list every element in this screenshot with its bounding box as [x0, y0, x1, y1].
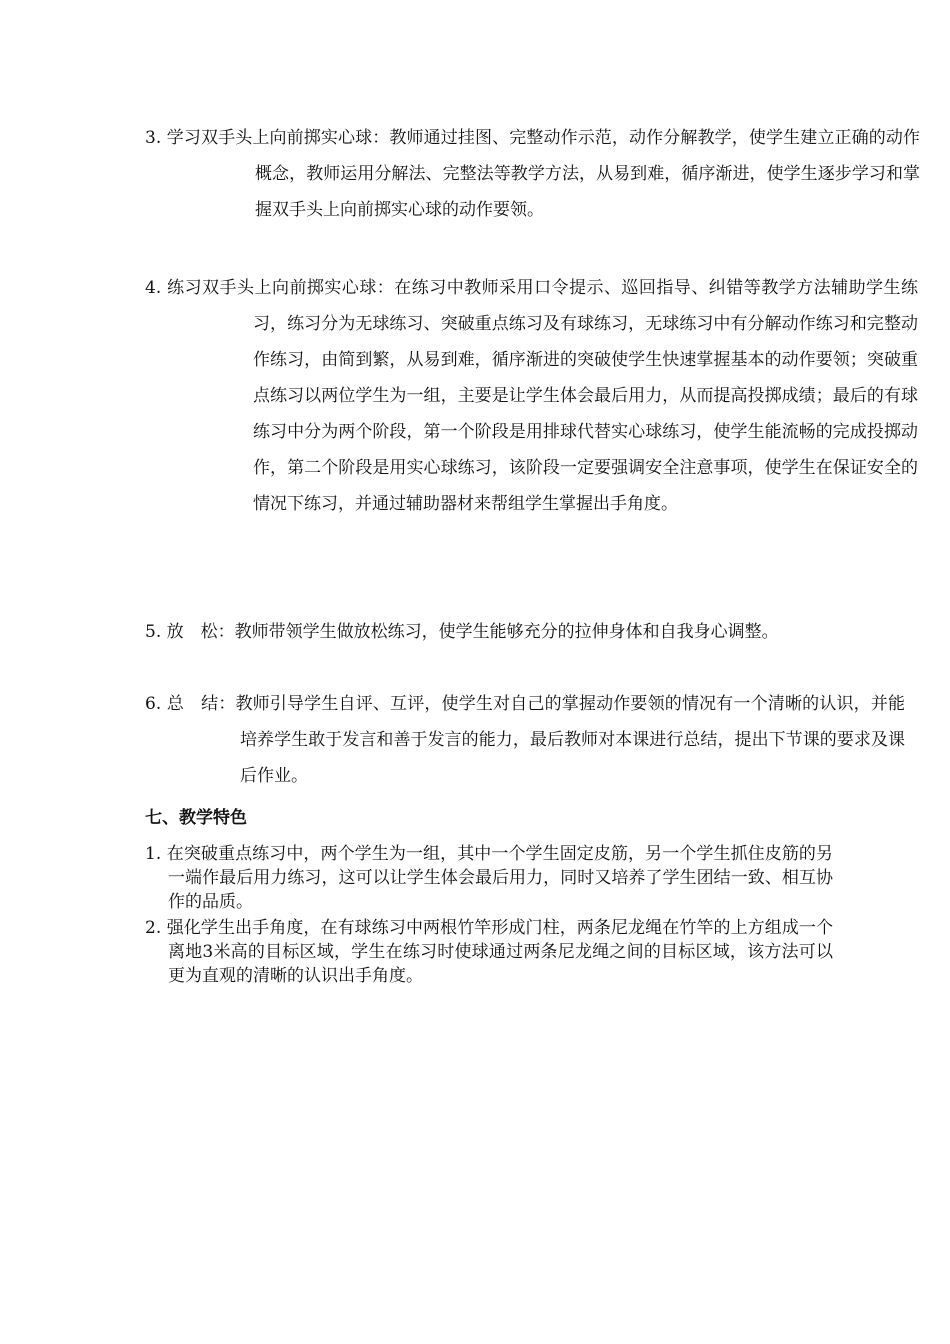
step-text: 练习双手头上向前掷实心球：在练习中教师采用口令提示、巡回指导、纠错等教学方法辅助学生练习，练习分为无球练习、突破重点练习及有球练习，无球练习中有分解动作练习和完整动作练习，由简到繁，从易到难，循序渐进的突破使学生快速掌握基本的动作要领；突破重点练习以两位学生为一组，主要是让学生体会最后用力，从而提高投掷成绩；最后的有球练习中分为两个阶段，第一个阶段是用排球代替实心球练习，使学生能流畅的完成投掷动作，第二个阶段是用实心球练习，该阶段一定要强调安全注意事项，使学生在保证安全的情况下练习，并通过辅助器材来帮组学生掌握出手角度。	[167, 278, 919, 514]
feature-number: 2.	[145, 918, 162, 938]
feature-item-1	[145, 842, 833, 914]
step-number: 3.	[145, 128, 162, 148]
step-number: 4.	[145, 278, 162, 298]
feature-text: 在突破重点练习中，两个学生为一组，其中一个学生固定皮筋，另一个学生抓住皮筋的另一端作最后用力练习，这可以让学生体会最后用力，同时又培养了学生团结一致、相互协作的品质。	[166, 844, 834, 912]
section-title: 七、教学特色	[145, 808, 247, 828]
step-text: 总 结：教师引导学生自评、互评，使学生对自己的掌握动作要领的情况有一个清晰的认识，并能培养学生敢于发言和善于发言的能力，最后教师对本课进行总结，提出下节课的要求及课后作业。	[166, 694, 905, 786]
step-item-5	[145, 614, 910, 650]
step-text: 学习双手头上向前掷实心球：教师通过挂图、完整动作示范，动作分解教学，使学生建立正确的动作概念，教师运用分解法、完整法等教学方法，从易到难，循序渐进，使学生逐步学习和掌握双手头上向前掷实心球的动作要领。	[166, 128, 921, 220]
step-number: 5.	[145, 622, 162, 642]
step-item-3	[145, 120, 920, 228]
feature-text: 强化学生出手角度，在有球练习中两根竹竿形成门柱，两条尼龙绳在竹竿的上方组成一个离地3米高的目标区域，学生在练习时使球通过两条尼龙绳之间的目标区域，该方法可以更为直观的清晰的认识出手角度。	[166, 918, 834, 986]
step-text: 放 松：教师带领学生做放松练习，使学生能够充分的拉伸身体和自我身心调整。	[166, 622, 779, 642]
step-number: 6.	[145, 694, 162, 714]
step-item-4	[145, 270, 918, 522]
step-item-6	[145, 686, 905, 794]
feature-item-2	[145, 916, 833, 988]
feature-number: 1.	[145, 844, 162, 864]
